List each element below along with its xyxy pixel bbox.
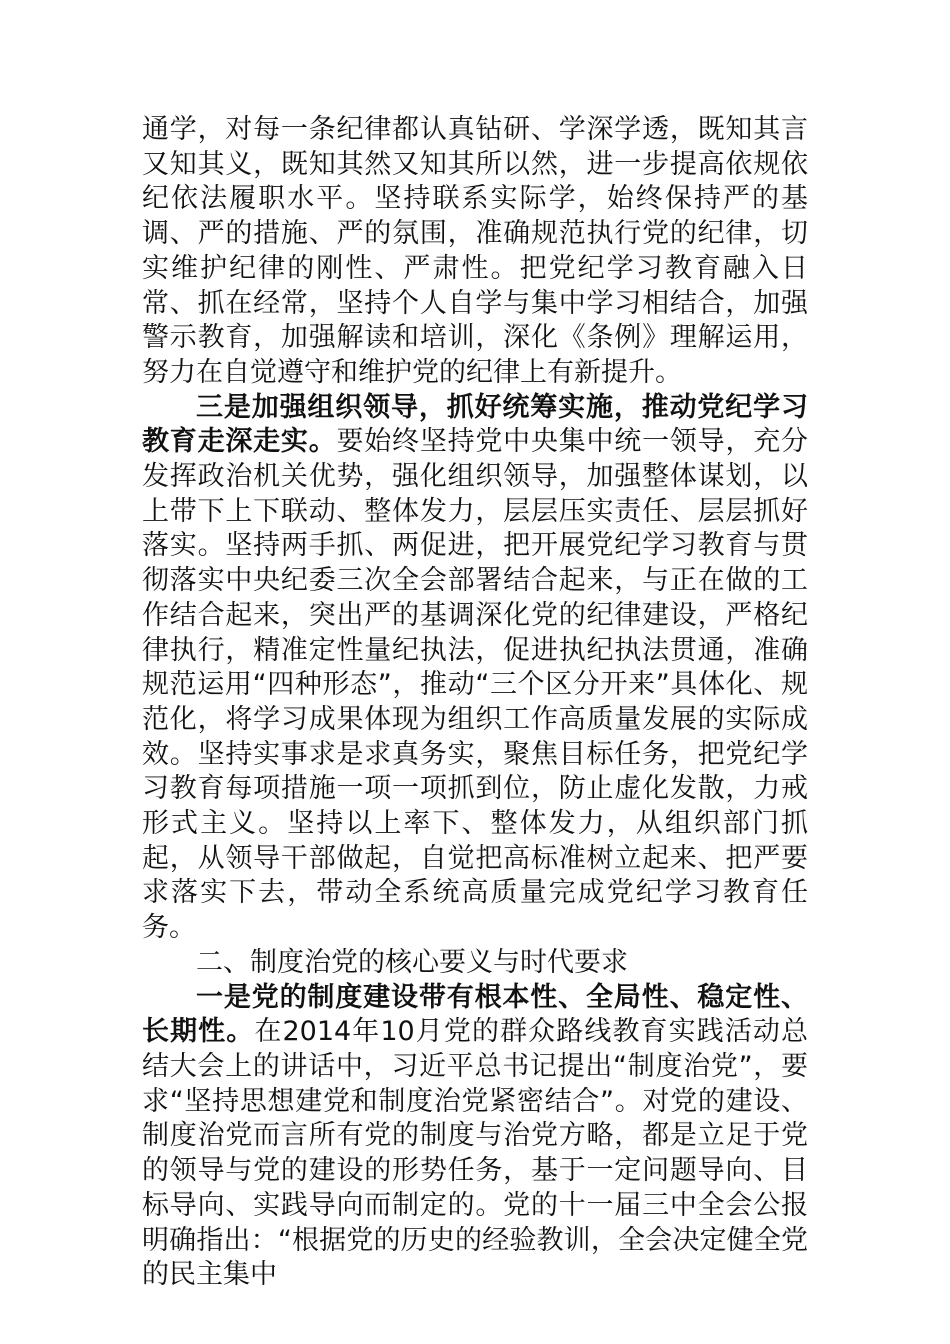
- paragraph-point-three: [142, 391, 808, 946]
- paragraph-continued: 通学，对每一条纪律都认真钻研、学深学透，既知其言又知其义，既知其然又知其所以然，进一步提高依规依纪依法履职水平。坚持联系实际学，始终保持严的基调、严的措施、严的氛围，准确规范执行党的纪律，切实维护纪律的刚性、严肃性。把党纪学习教育融入日常、抓在经常，坚持个人自学与集中学习相结合，加强警示教育，加强解读和培训，深化《条例》理解运用，努力在自觉遵守和维护党的纪律上有新提升。: [142, 114, 808, 388]
- document-page: [142, 113, 808, 1293]
- paragraph-point-one-body: 在2014年10月党的群众路线教育实践活动总结大会上的讲话中，习近平总书记提出“制度治党”，要求“坚持思想建党和制度治党紧密结合”。对党的建设、制度治党而言所有党的制度与治党方略，都是立足于党的领导与党的建设的形势任务，基于一定问题导向、目标导向、实践导向而制定的。党的十一届三中全会公报明确指出：“根据党的历史的经验教训，全会决定健全党的民主集中: [142, 1016, 808, 1291]
- paragraph-point-three-body: 要始终坚持党中央集中统一领导，充分发挥政治机关优势，强化组织领导，加强整体谋划，以上带下上下联动、整体发力，层层压实责任、层层抓好落实。坚持两手抓、两促进，把开展党纪学习教育与贯彻落实中央纪委三次全会部署结合起来，与正在做的工作结合起来，突出严的基调深化党的纪律建设，严格纪律执行，精准定性量纪执法，促进执纪执法贯通，准确规范运用“四种形态”，推动“三个区分开来”具体化、规范化，将学习成果体现为组织工作高质量发展的实际成效。坚持实事求是求真务实，聚焦目标任务，把党纪学习教育每项措施一项一项抓到位，防止虚化发散，力戒形式主义。坚持以上率下、整体发力，从组织部门抓起，从领导干部做起，自觉把高标准树立起来、把严要求落实下去，带动全系统高质量完成党纪学习教育任务。: [142, 426, 809, 944]
- paragraph-point-one: [142, 981, 808, 1293]
- paragraph-point-one-lead: 一是党的制度建设带有根本性、全局性、稳定性、长期性。: [142, 981, 808, 1048]
- section-heading: 二、制度治党的核心要义与时代要求: [196, 946, 628, 978]
- paragraph-point-three-lead: 三是加强组织领导，抓好统筹实施，推动党纪学习教育走深走实。: [142, 391, 808, 458]
